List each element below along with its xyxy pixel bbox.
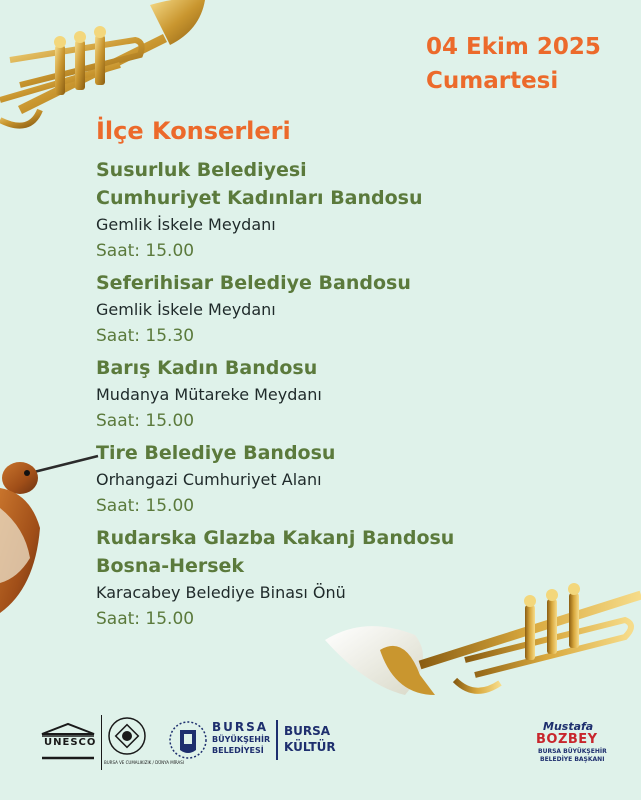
concert-time: Saat: 15.00 <box>96 609 195 629</box>
concert-item <box>96 524 516 632</box>
mayor-title-line2: BELEDİYE BAŞKANI <box>540 756 605 763</box>
venue: Gemlik İskele Meydanı <box>96 300 276 319</box>
footer-logos <box>0 700 641 800</box>
concert-list <box>96 156 516 637</box>
band-name: Bosna-Hersek <box>96 555 245 577</box>
concert-time: Saat: 15.00 <box>96 241 195 261</box>
divider <box>276 720 278 760</box>
concert-time: Saat: 15.00 <box>96 496 195 516</box>
bursa-logo-line1: BURSA <box>212 720 269 734</box>
band-name: Tire Belediye Bandosu <box>96 442 336 464</box>
venue: Karacabey Belediye Binası Önü <box>96 583 346 602</box>
band-name: Susurluk Belediyesi <box>96 159 307 181</box>
divider <box>101 715 102 770</box>
bursa-logo-line2: BÜYÜKŞEHİR <box>212 735 271 744</box>
mayor-name: BOZBEY <box>536 732 598 747</box>
concert-time: Saat: 15.00 <box>96 411 195 431</box>
concert-time: Saat: 15.30 <box>96 326 195 346</box>
band-name: Seferihisar Belediye Bandosu <box>96 272 411 294</box>
band-name: Rudarska Glazba Kakanj Bandosu <box>96 527 455 549</box>
unesco-logo: UNESCO <box>44 737 97 748</box>
concert-item <box>96 354 516 434</box>
venue: Gemlik İskele Meydanı <box>96 215 276 234</box>
bursa-logo-line3: BELEDİYESİ <box>212 746 264 755</box>
venue: Orhangazi Cumhuriyet Alanı <box>96 470 322 489</box>
concert-item <box>96 156 516 264</box>
concert-item <box>96 269 516 349</box>
mayor-title-line1: BURSA BÜYÜKŞEHİR <box>538 748 607 755</box>
unesco-subtext: BURSA VE CUMALIKIZIK / DÜNYA MİRASI <box>104 760 185 765</box>
bursa-emblem-icon <box>168 718 208 762</box>
concert-item <box>96 439 516 519</box>
date-text: 04 Ekim 2025 <box>426 34 601 60</box>
hummingbird-illustration <box>0 448 100 618</box>
section-title: İlçe Konserleri <box>96 117 291 145</box>
world-heritage-emblem-icon <box>107 716 147 756</box>
venue: Mudanya Mütareke Meydanı <box>96 385 322 404</box>
band-name: Barış Kadın Bandosu <box>96 357 318 379</box>
day-text: Cumartesi <box>426 68 559 94</box>
band-name: Cumhuriyet Kadınları Bandosu <box>96 187 423 209</box>
kultur-logo-line1: BURSA <box>284 724 331 738</box>
mayor-signature: Mustafa <box>543 720 594 733</box>
kultur-logo-line2: KÜLTÜR <box>284 740 336 754</box>
event-date <box>426 30 601 98</box>
